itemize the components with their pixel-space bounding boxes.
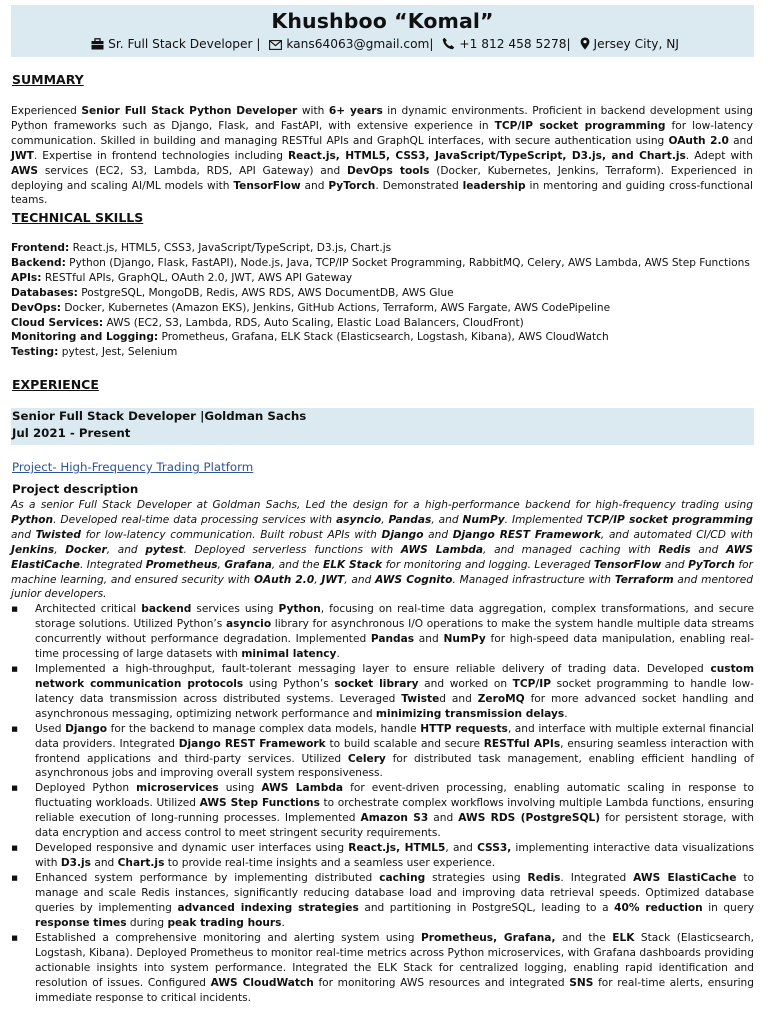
job-dates: Jul 2021 - Present (12, 426, 131, 440)
skill-row: Backend: Python (Django, Flask, FastAPI), Node.js, Java, TCP/IP Socket Programming, RabbitMQ, Celery, AWS Lambda, AWS Step Functions (11, 256, 750, 269)
skill-row: Cloud Services: AWS (EC2, S3, Lambda, RDS, Auto Scaling, Elastic Load Balancers, CloudFront) (11, 316, 524, 329)
bullet-item: ▪ Enhanced system performance by implementing distributed caching strategies using Redis. Integrated AWS ElastiCache to manage and scale Redis instances, significantly reducing database load and improving data retrieval speeds. Optimized database queries by implementing advanced indexing strategies and partitioning in PostgreSQL, leading to a 40% reduction in query response times during peak trading hours. (11, 872, 755, 930)
skill-row: Monitoring and Logging: Prometheus, Grafana, ELK Stack (Elasticsearch, Logstash, Kibana), AWS CloudWatch (11, 331, 609, 344)
skill-row: DevOps: Docker, Kubernetes (Amazon EKS), Jenkins, GitHub Actions, Terraform, AWS Fargate, AWS CodePipeline (11, 301, 611, 314)
bullet-marker: ▪ (11, 722, 19, 735)
candidate-name: Khushboo “Komal” (271, 9, 494, 33)
summary-paragraph: Experienced Senior Full Stack Python Developer with 6+ years in dynamic environments. Proficient in backend development using Python frameworks such as Django, Flask, and FastAPI, with extensive experience in TCP/IP socket programming for low-latency communication. Skilled in building and managing RESTful APIs and GraphQL interfaces, with secure authentication using OAuth 2.0 and JWT. Expertise in frontend technologies including React.js, HTML5, CSS3, JavaScript/TypeScript, D3.js, and Chart.js. Adept with AWS services (EC2, S3, Lambda, RDS, API Gateway) and DevOps tools (Docker, Kubernetes, Jenkins, Terraform). Experienced in deploying and scaling AI/ML models with TensorFlow and PyTorch. Demonstrated leadership in mentoring and guiding cross-functional teams. (11, 105, 754, 207)
experience-heading: EXPERIENCE (12, 377, 99, 392)
bullet-item: ▪ Deployed Python microservices using AWS Lambda for event-driven processing, enabling automatic scaling in response to fluctuating workloads. Utilized AWS Step Functions to orchestrate complex workflows involving multiple Lambda functions, ensuring reliable execution of long-running processes. Implemented Amazon S3 and AWS RDS (PostgreSQL) for persistent storage, with data encryption and access control to meet stringent security requirements. (11, 782, 755, 840)
bullet-marker: ▪ (11, 662, 19, 675)
contact-line (11, 36, 754, 54)
job-header (11, 408, 754, 445)
project-link[interactable]: Project- High-Frequency Trading Platform (12, 460, 254, 474)
bullet-item: ▪ Used Django for the backend to manage complex data models, handle HTTP requests, and interface with multiple external financial data providers. Integrated Django REST Framework to build scalable and secure RESTful APIs, ensuring seamless interaction with frontend applications and third-party services. Utilized Celery for distributed task management, enabling efficient handling of asynchronous jobs and improving overall system responsiveness. (11, 722, 755, 780)
envelope-icon (269, 38, 282, 54)
project-description: As a senior Full Stack Developer at Goldman Sachs, Led the design for a high-performance backend for high-frequency trading using Python. Developed real-time data processing services with asyncio, Pandas, and NumPy. Implemented TCP/IP socket programming and Twisted for low-latency communication. Built robust APIs with Django and Django REST Framework, and automated CI/CD with Jenkins, Docker, and pytest. Deployed serverless functions with AWS Lambda, and managed caching with Redis and AWS ElastiCache. Integrated Prometheus, Grafana, and the ELK Stack for monitoring and logging. Leveraged TensorFlow and PyTorch for machine learning, and ensured security with OAuth 2.0, JWT, and AWS Cognito. Managed infrastructure with Terraform and mentored junior developers. (11, 499, 753, 601)
job-title: Sr. Full Stack Developer | (108, 37, 261, 51)
briefcase-icon (91, 38, 104, 54)
skills-list (11, 241, 756, 360)
summary-heading: SUMMARY (12, 72, 84, 87)
job-title-company: Senior Full Stack Developer |Goldman Sachs (12, 409, 307, 423)
phone-number[interactable]: +1 812 458 5278| (459, 37, 571, 51)
bullet-marker: ▪ (11, 931, 19, 944)
experience-bullets (11, 602, 754, 1006)
email[interactable]: kans64063@gmail.com| (286, 37, 434, 51)
skill-row: Frontend: React.js, HTML5, CSS3, JavaScript/TypeScript, D3.js, Chart.js (11, 242, 392, 254)
location-pin-icon (580, 37, 590, 54)
bullet-item: ▪ Architected critical backend services using Python, focusing on real-time data aggregation, complex transformations, and secure storage solutions. Utilized Python’s asyncio library for asynchronous I/O operations to make the system handle multiple data streams concurrently without performance degradation. Implemented Pandas and NumPy for high-speed data manipulation, enabling real-time processing of large datasets with minimal latency. (11, 603, 755, 660)
skill-row: Testing: pytest, Jest, Selenium (11, 346, 178, 359)
skill-row: Databases: PostgreSQL, MongoDB, Redis, AWS RDS, AWS DocumentDB, AWS Glue (11, 286, 454, 299)
bullet-marker: ▪ (11, 782, 19, 795)
bullet-item: ▪ Established a comprehensive monitoring and alerting system using Prometheus, Grafana, and the ELK Stack (Elasticsearch, Logstash, Kibana). Deployed Prometheus to monitor real-time metrics across Python microservices, with Grafana dashboards providing actionable insights into system performance. Integrated the ELK Stack for centralized logging, enabling rapid identification and resolution of issues. Configured AWS CloudWatch for monitoring AWS resources and integrated SNS for real-time alerts, ensuring immediate response to critical incidents. (11, 931, 755, 1004)
resume-header (11, 5, 754, 57)
bullet-marker: ▪ (11, 603, 19, 615)
phone-icon (442, 37, 455, 54)
project-description-title: Project description (12, 482, 139, 496)
skill-row: APIs: RESTful APIs, GraphQL, OAuth 2.0, JWT, AWS API Gateway (11, 271, 353, 284)
bullet-marker: ▪ (11, 872, 19, 885)
bullet-item: ▪ Implemented a high-throughput, fault-tolerant messaging layer to ensure reliable delivery of trading data. Developed custom network communication protocols using Python’s socket library and worked on TCP/IP socket programming to handle low-latency data transmission across distributed systems. Leveraged Twisted and ZeroMQ for more advanced socket handling and asynchronous messaging, optimizing network performance and minimizing transmission delays. (11, 662, 755, 720)
bullet-marker: ▪ (11, 842, 19, 855)
bullet-item: ▪ Developed responsive and dynamic user interfaces using React.js, HTML5, and CSS3, implementing interactive data visualizations with D3.js and Chart.js to provide real-time insights and a seamless user experience. (11, 842, 754, 870)
location: Jersey City, NJ (593, 37, 679, 51)
technical-skills-heading: TECHNICAL SKILLS (12, 210, 144, 225)
